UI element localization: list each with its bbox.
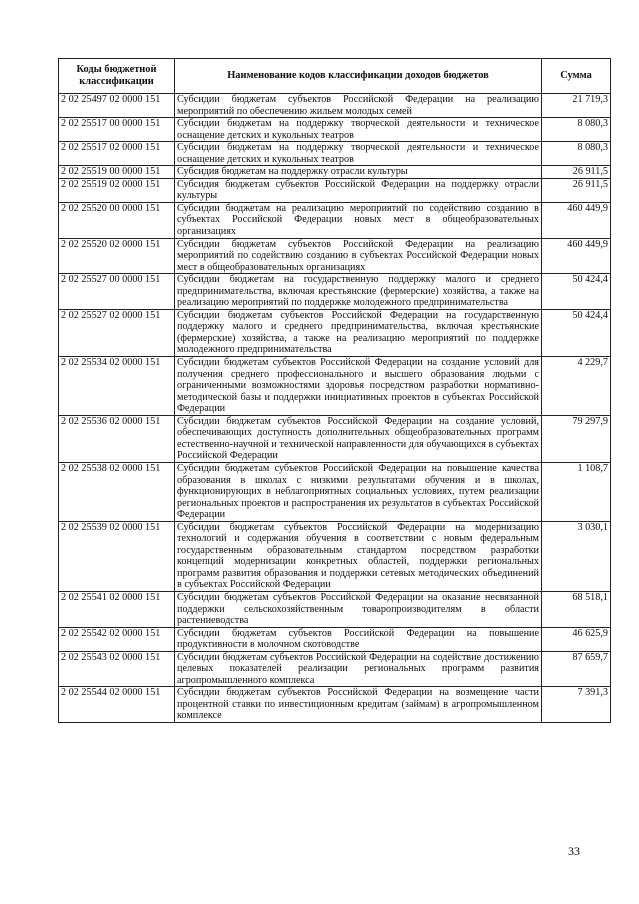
table-row: [59, 415, 611, 462]
row-code: 2 02 25497 02 0000 151: [59, 94, 175, 118]
row-sum: 460 449,9: [542, 238, 611, 274]
row-code: 2 02 25536 02 0000 151: [59, 415, 175, 462]
row-name: Субсидии бюджетам субъектов Российской Федерации на возмещение части процентной ставки по инвестиционным кредитам (займам) в агропромышленном комплексе: [175, 687, 542, 723]
row-name: Субсидии бюджетам на реализацию мероприятий по содействию созданию в субъектах Российской Федерации новых мест в общеобразовательных организациях: [175, 202, 542, 238]
row-sum: 50 424,4: [542, 274, 611, 310]
row-name: Субсидии бюджетам субъектов Российской Федерации на создание условий для получения среднего профессионального и высшего образования людьми с ограниченными возможностями здоровья посредством разработки нормативно-методической базы и поддержки инициативных проектов в субъектах Российской Федерации: [175, 357, 542, 416]
row-code: 2 02 25517 02 0000 151: [59, 142, 175, 166]
table-row: [59, 651, 611, 687]
table-row: [59, 274, 611, 310]
row-sum: 26 911,5: [542, 166, 611, 179]
row-code: 2 02 25538 02 0000 151: [59, 462, 175, 521]
row-code: 2 02 25517 00 0000 151: [59, 118, 175, 142]
row-code: 2 02 25544 02 0000 151: [59, 687, 175, 723]
row-name: Субсидии бюджетам субъектов Российской Федерации на повышение качества образования в школах с низкими результатами обучения и в школах, функционирующих в неблагоприятных социальных условиях, путем реализации региональных проектов и распространения их результатов в субъектах Российской Федерации: [175, 462, 542, 521]
row-name: Субсидии бюджетам на поддержку творческой деятельности и техническое оснащение детских и кукольных театров: [175, 142, 542, 166]
row-sum: 46 625,9: [542, 627, 611, 651]
row-code: 2 02 25534 02 0000 151: [59, 357, 175, 416]
table-row: [59, 166, 611, 179]
row-name: Субсидии бюджетам субъектов Российской Федерации на создание условий, обеспечивающих доступность дополнительных общеобразовательных программ естественно-научной и технической направленности для обучающихся в субъектах Российской Федерации: [175, 415, 542, 462]
table-row: [59, 142, 611, 166]
row-code: 2 02 25520 00 0000 151: [59, 202, 175, 238]
row-sum: 1 108,7: [542, 462, 611, 521]
row-name: Субсидия бюджетам на поддержку отрасли культуры: [175, 166, 542, 179]
row-sum: 50 424,4: [542, 309, 611, 356]
table-row: [59, 118, 611, 142]
row-sum: 460 449,9: [542, 202, 611, 238]
row-code: 2 02 25527 02 0000 151: [59, 309, 175, 356]
table-row: [59, 178, 611, 202]
row-name: Субсидии бюджетам субъектов Российской Федерации на государственную поддержку малого и среднего предпринимательства, включая крестьянские (фермерские) хозяйства, а также на реализацию мероприятий по поддержке молодежного предпринимательства: [175, 309, 542, 356]
row-sum: 7 391,3: [542, 687, 611, 723]
table-row: [59, 591, 611, 627]
table-row: [59, 627, 611, 651]
row-sum: 21 719,3: [542, 94, 611, 118]
row-sum: 26 911,5: [542, 178, 611, 202]
header-name: Наименование кодов классификации доходов бюджетов: [175, 59, 542, 94]
table-row: [59, 462, 611, 521]
row-sum: 3 030,1: [542, 521, 611, 591]
row-name: Субсидии бюджетам субъектов Российской Федерации на повышение продуктивности в молочном скотоводстве: [175, 627, 542, 651]
row-code: 2 02 25542 02 0000 151: [59, 627, 175, 651]
page-number: 33: [568, 844, 580, 858]
row-code: 2 02 25519 00 0000 151: [59, 166, 175, 179]
row-code: 2 02 25519 02 0000 151: [59, 178, 175, 202]
table-row: [59, 202, 611, 238]
table-row: [59, 687, 611, 723]
table-row: [59, 238, 611, 274]
table-row: [59, 94, 611, 118]
row-name: Субсидии бюджетам субъектов Российской Федерации на содействие достижению целевых показателей реализации региональных программ развития агропромышленного комплекса: [175, 651, 542, 687]
row-sum: 4 229,7: [542, 357, 611, 416]
row-code: 2 02 25527 00 0000 151: [59, 274, 175, 310]
row-name: Субсидии бюджетам субъектов Российской Федерации на модернизацию технологий и содержания обучения в соответствии с новым федеральным государственным образовательным стандартом посредством разработки концепций модернизации конкретных областей, поддержки региональных программ развития образования и поддержки сетевых методических объединений в субъектах Российской Федерации: [175, 521, 542, 591]
row-sum: 68 518,1: [542, 591, 611, 627]
row-sum: 8 080,3: [542, 118, 611, 142]
row-name: Субсидии бюджетам на поддержку творческой деятельности и техническое оснащение детских и кукольных театров: [175, 118, 542, 142]
row-sum: 79 297,9: [542, 415, 611, 462]
row-name: Субсидии бюджетам субъектов Российской Федерации на оказание несвязанной поддержки сельскохозяйственным товаропроизводителям в области растениеводства: [175, 591, 542, 627]
row-code: 2 02 25541 02 0000 151: [59, 591, 175, 627]
row-code: 2 02 25520 02 0000 151: [59, 238, 175, 274]
row-sum: 87 659,7: [542, 651, 611, 687]
row-name: Субсидии бюджетам на государственную поддержку малого и среднего предпринимательства, включая крестьянские (фермерские) хозяйства, а также на реализацию мероприятий по поддержке молодежного предпринимательства: [175, 274, 542, 310]
row-sum: 8 080,3: [542, 142, 611, 166]
row-code: 2 02 25543 02 0000 151: [59, 651, 175, 687]
table-row: [59, 521, 611, 591]
table-row: [59, 357, 611, 416]
row-name: Субсидия бюджетам субъектов Российской Федерации на поддержку отрасли культуры: [175, 178, 542, 202]
row-name: Субсидии бюджетам субъектов Российской Федерации на реализацию мероприятий по обеспечению жильем молодых семей: [175, 94, 542, 118]
row-name: Субсидии бюджетам субъектов Российской Федерации на реализацию мероприятий по содействию созданию в субъектах Российской Федерации новых мест в общеобразовательных организациях: [175, 238, 542, 274]
table-header-row: [59, 59, 611, 94]
header-code: Коды бюджетной классификации: [59, 59, 175, 94]
header-sum: Сумма: [542, 59, 611, 94]
budget-table: [58, 58, 611, 723]
table-row: [59, 309, 611, 356]
row-code: 2 02 25539 02 0000 151: [59, 521, 175, 591]
